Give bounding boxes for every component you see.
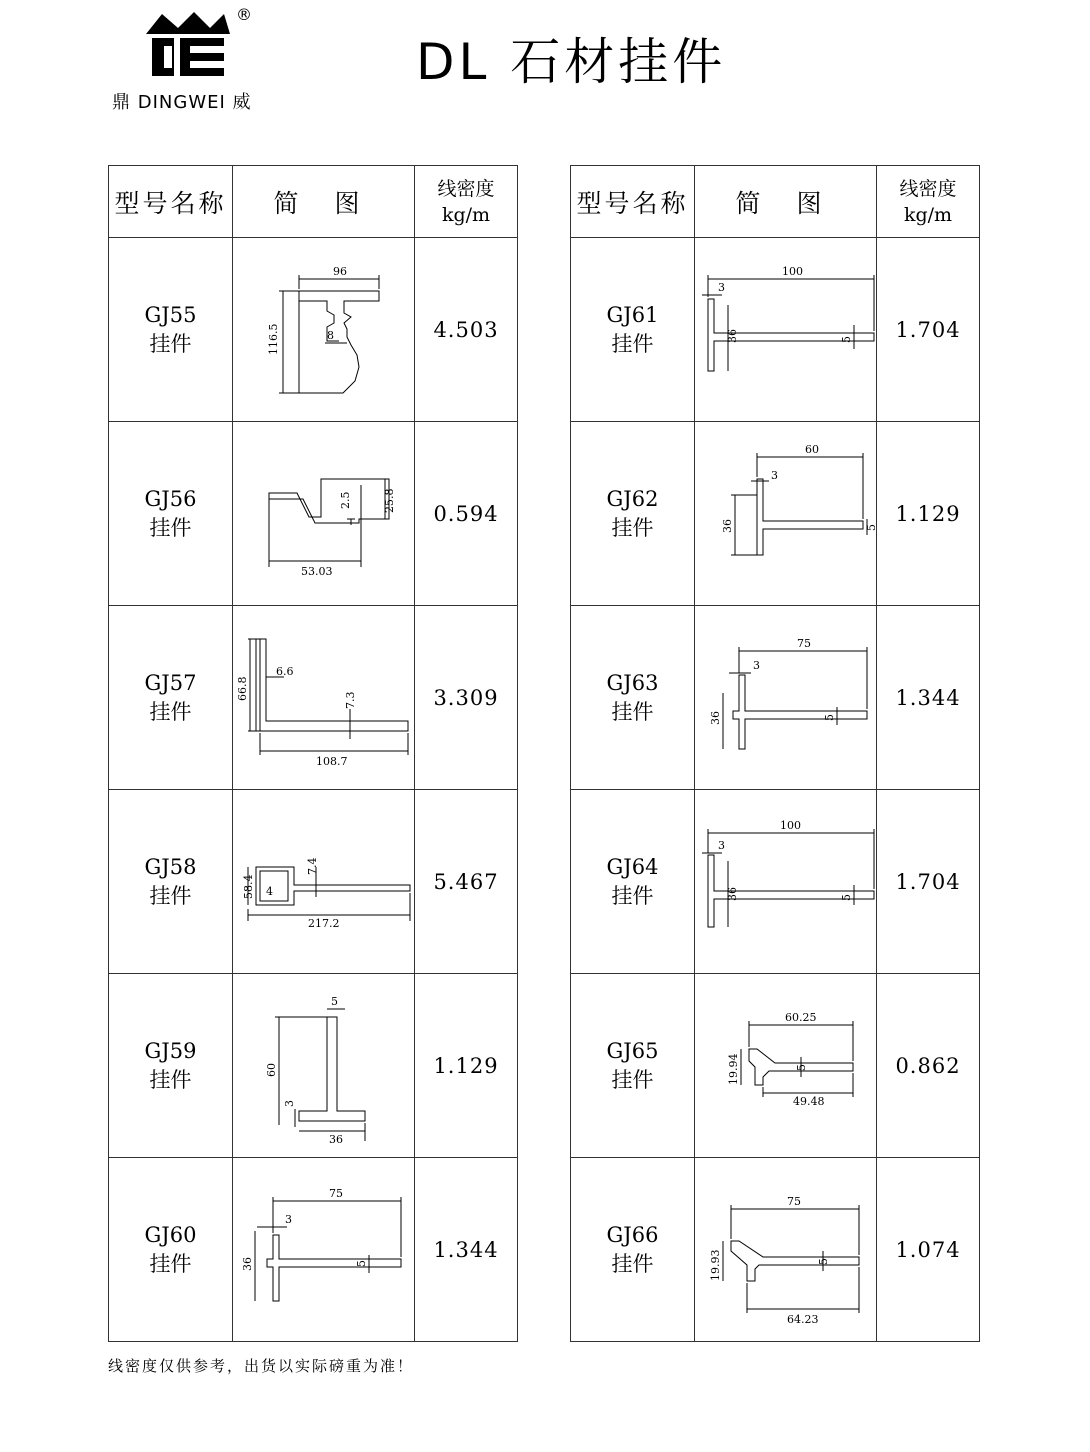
dim-label: 64.23	[786, 1312, 818, 1326]
dim-label: 4	[265, 884, 273, 898]
dim-label: 100	[779, 818, 801, 832]
model-code: GJ56	[144, 486, 197, 511]
dim-label: 7.3	[343, 691, 357, 709]
profile-drawing-gj66	[701, 1165, 871, 1335]
model-code: GJ55	[144, 302, 197, 327]
dim-label: 5	[794, 1063, 808, 1071]
density-value: 3.309	[415, 606, 518, 790]
page-title: DL 石材挂件	[416, 33, 727, 91]
figure-cell	[695, 974, 877, 1158]
brand-logo	[112, 5, 272, 113]
table-row	[109, 790, 518, 974]
model-name: 挂件	[149, 515, 192, 540]
spec-table-right	[570, 165, 980, 1342]
dim-label: 49.48	[792, 1094, 824, 1108]
model-cell	[109, 974, 233, 1158]
header-model: 型号名称	[109, 166, 233, 238]
table-header-row	[109, 166, 518, 238]
model-code: GJ66	[606, 1222, 659, 1247]
dim-label: 100	[781, 264, 803, 278]
profile-drawing-gj59	[239, 981, 409, 1151]
header-density	[415, 166, 518, 238]
density-value: 1.704	[877, 790, 980, 974]
dim-label: 5	[330, 994, 338, 1008]
dim-label: 108.7	[315, 754, 347, 768]
model-cell	[109, 1158, 233, 1342]
model-code: GJ59	[144, 1038, 197, 1063]
dim-label: 5	[864, 523, 878, 531]
dim-label: 75	[328, 1186, 343, 1200]
figure-cell	[233, 606, 415, 790]
dim-label: 6.6	[275, 664, 293, 678]
brand-name	[112, 88, 272, 114]
table-row	[571, 238, 980, 422]
table-row	[109, 422, 518, 606]
figure-cell	[233, 238, 415, 422]
model-name: 挂件	[149, 883, 192, 908]
dim-label: 3	[770, 468, 778, 482]
spec-table-left	[108, 165, 518, 1342]
header-density	[877, 166, 980, 238]
profile-drawing-gj65	[701, 981, 871, 1151]
density-value: 1.129	[877, 422, 980, 606]
model-name: 挂件	[611, 331, 654, 356]
density-label: 线密度	[437, 177, 495, 200]
header-figure: 简 图	[233, 166, 415, 238]
table-row	[109, 1158, 518, 1342]
model-cell	[109, 238, 233, 422]
model-name: 挂件	[611, 883, 654, 908]
model-name: 挂件	[149, 331, 192, 356]
registered-mark: ®	[236, 5, 252, 24]
dim-label: 36	[708, 710, 722, 725]
model-code: GJ64	[606, 854, 659, 879]
model-cell	[109, 606, 233, 790]
density-value: 4.503	[415, 238, 518, 422]
dim-label: 58.4	[241, 874, 255, 899]
density-value: 1.129	[415, 974, 518, 1158]
density-unit: kg/m	[903, 203, 953, 226]
brand-char-left: 鼎	[112, 92, 131, 113]
model-code: GJ61	[606, 302, 659, 327]
dim-label: 5	[816, 1257, 830, 1265]
model-code: GJ62	[606, 486, 659, 511]
dim-label: 36	[720, 518, 734, 533]
model-code: GJ60	[144, 1222, 197, 1247]
dim-label: 2.5	[338, 491, 352, 509]
dim-label: 5	[354, 1259, 368, 1267]
profile-drawing-gj56	[239, 429, 409, 599]
dingwei-logo-mark	[112, 6, 272, 86]
model-cell	[109, 422, 233, 606]
table-row	[109, 606, 518, 790]
model-code: GJ63	[606, 670, 659, 695]
dim-label: 3	[752, 658, 760, 672]
profile-drawing-gj57	[236, 613, 412, 783]
dim-label: 19.93	[708, 1249, 722, 1281]
table-row	[109, 238, 518, 422]
dim-label: 19.94	[726, 1053, 740, 1085]
model-code: GJ65	[606, 1038, 659, 1063]
brand-char-right: 威	[232, 92, 252, 113]
density-value: 5.467	[415, 790, 518, 974]
figure-cell	[233, 974, 415, 1158]
model-name: 挂件	[611, 1067, 654, 1092]
dim-label: 3	[284, 1212, 292, 1226]
dim-label: 36	[725, 886, 739, 901]
model-name: 挂件	[611, 699, 654, 724]
dim-label: 3	[282, 1099, 296, 1107]
dim-label: 60.25	[784, 1010, 816, 1024]
dim-label: 5	[839, 893, 853, 901]
dim-label: 36	[240, 1256, 254, 1271]
dim-label: 8	[326, 328, 334, 342]
dim-label: 66.8	[235, 676, 249, 701]
dim-label: 217.2	[307, 916, 339, 930]
dim-label: 7.4	[305, 857, 319, 875]
figure-cell	[233, 790, 415, 974]
model-name: 挂件	[611, 515, 654, 540]
profile-drawing-gj64	[698, 797, 874, 967]
dim-label: 3	[717, 838, 725, 852]
model-cell	[109, 790, 233, 974]
profile-drawing-gj63	[701, 613, 871, 783]
table-row	[109, 974, 518, 1158]
table-header-row	[571, 166, 980, 238]
model-name: 挂件	[149, 1251, 192, 1276]
model-cell	[571, 606, 695, 790]
figure-cell	[695, 606, 877, 790]
figure-cell	[233, 1158, 415, 1342]
dim-label: 5	[822, 713, 836, 721]
model-code: GJ57	[144, 670, 197, 695]
model-cell	[571, 974, 695, 1158]
figure-cell	[695, 422, 877, 606]
profile-drawing-gj58	[236, 797, 412, 967]
density-value: 1.344	[877, 606, 980, 790]
dim-label: 75	[786, 1194, 801, 1208]
figure-cell	[695, 238, 877, 422]
dim-label: 75	[796, 636, 811, 650]
dim-label: 36	[725, 328, 739, 343]
figure-cell	[695, 790, 877, 974]
dim-label: 25.8	[382, 488, 396, 513]
dim-label: 60	[804, 442, 819, 456]
header-model: 型号名称	[571, 166, 695, 238]
dim-label: 3	[717, 280, 725, 294]
model-name: 挂件	[149, 699, 192, 724]
density-value: 1.704	[877, 238, 980, 422]
model-name: 挂件	[611, 1251, 654, 1276]
model-name: 挂件	[149, 1067, 192, 1092]
density-value: 1.344	[415, 1158, 518, 1342]
density-unit: kg/m	[441, 203, 491, 226]
profile-drawing-gj62	[701, 429, 878, 599]
dim-label: 116.5	[266, 323, 280, 355]
table-row	[571, 974, 980, 1158]
table-row	[571, 790, 980, 974]
profile-drawing-gj55	[239, 245, 409, 415]
brand-latin: DINGWEI	[137, 92, 226, 113]
figure-cell	[695, 1158, 877, 1342]
dim-label: 60	[264, 1062, 278, 1077]
profile-drawing-gj60	[239, 1165, 409, 1335]
dim-label: 53.03	[300, 564, 332, 578]
density-value: 0.862	[877, 974, 980, 1158]
footnote: 线密度仅供参考，出货以实际磅重为准！	[108, 1357, 415, 1375]
profile-drawing-gj61	[698, 245, 874, 415]
density-value: 1.074	[877, 1158, 980, 1342]
model-cell	[571, 422, 695, 606]
model-code: GJ58	[144, 854, 197, 879]
dim-label: 36	[328, 1132, 343, 1146]
model-cell	[571, 1158, 695, 1342]
dim-label: 96	[332, 264, 347, 278]
figure-cell	[233, 422, 415, 606]
dim-label: 5	[839, 335, 853, 343]
table-row	[571, 422, 980, 606]
model-cell	[571, 790, 695, 974]
table-row	[571, 606, 980, 790]
density-label: 线密度	[899, 177, 957, 200]
table-row	[571, 1158, 980, 1342]
model-cell	[571, 238, 695, 422]
density-value: 0.594	[415, 422, 518, 606]
header-figure: 简 图	[695, 166, 877, 238]
